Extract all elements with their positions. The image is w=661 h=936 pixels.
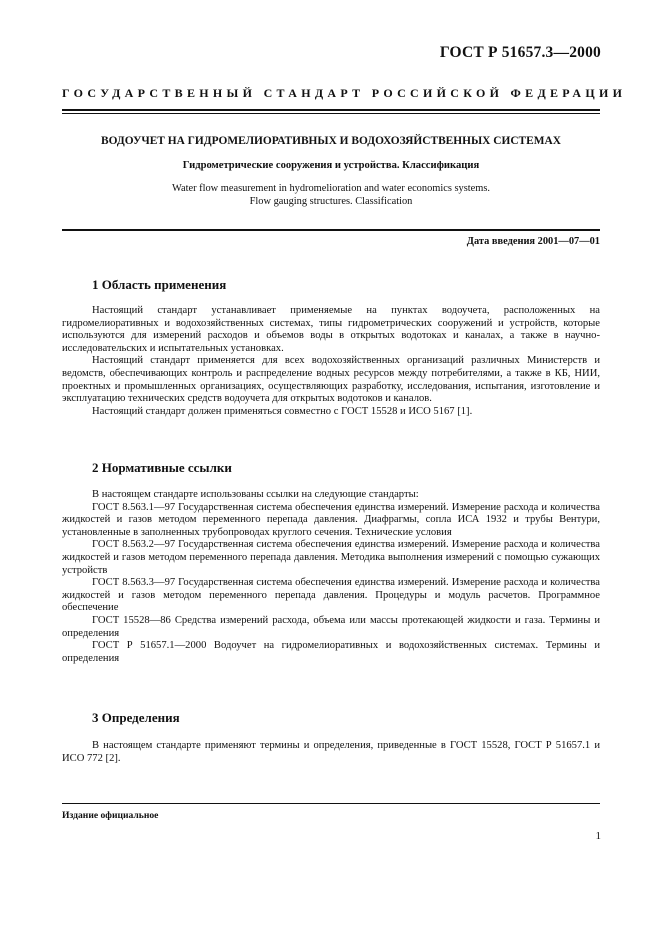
title-rule — [62, 229, 600, 231]
paragraph: Настоящий стандарт должен применяться совместно с ГОСТ 15528 и ИСО 5167 [1]. — [92, 405, 473, 417]
section-heading-definitions: 3 Определения — [92, 710, 180, 725]
paragraph: Настоящий стандарт применяется для всех водохозяйственных организаций различных Министерств и ведомств, обеспечивающих контроль и распределение водных ресурсов между потребителями, а также в КБ, НИИ, проектных и промышленных организациях, осуществляющих разработку, исследования, испытания, изготовление и эксплуатацию технических средств водоучета для открытых водотоков и каналов. — [62, 355, 600, 405]
introduction-date: Дата введения 2001—07—01 — [466, 236, 600, 247]
reference-item: ГОСТ 8.563.2—97 Государственная система обеспечения единства измерений. Измерение расхода и количества жидкостей и газов методом переменного перепада давления. Методика выполнения измерений с помощью сужающих устройств — [62, 539, 600, 576]
reference-item: ГОСТ Р 51657.1—2000 Водоучет на гидромелиоративных и водохозяйственных системах. Термины и определения — [62, 640, 600, 664]
standard-code: ГОСТ Р 51657.3—2000 — [439, 44, 601, 61]
section-body-definitions — [62, 740, 600, 765]
section-body-references — [62, 489, 600, 665]
paragraph: Настоящий стандарт устанавливает применяемые на пунктах водоучета, расположенных на гидромелиоративных и водохозяйственных системах, типы гидрометрических сооружений и устройств, которые используются для измерений расходов и объемов воды в открытых водотоках и каналах, а также в научно-исследовательских и испытательных установках. — [62, 305, 600, 354]
page-number: 1 — [595, 830, 601, 842]
reference-item: ГОСТ 15528—86 Средства измерений расхода, объема или массы протекающей жидкости и газа. Термины и определения — [62, 614, 600, 639]
section-body-scope — [62, 305, 600, 418]
reference-item: ГОСТ 8.563.3—97 Государственная система обеспечения единства измерений. Измерение расхода и количества жидкостей и газов методом переменного перепада давления. Процедуры и модуль расчетов. Программное обеспечение — [62, 577, 600, 614]
english-title-line-2: Flow gauging structures. Classification — [249, 196, 413, 207]
document-subtitle: Гидрометрические сооружения и устройства. Классификация — [182, 160, 480, 171]
reference-item: ГОСТ 8.563.1—97 Государственная система обеспечения единства измерений. Измерение расхода и количества жидкостей и газов методом переменного перепада давления. Диафрагмы, сопла ИСА 1932 и трубы Вентури, установленные в заполненных трубопроводах круглого сечения. Технические условия — [62, 501, 600, 538]
section-heading-references: 2 Нормативные ссылки — [92, 460, 232, 475]
footer-rule — [62, 803, 600, 804]
edition-note: Издание официальное — [62, 810, 159, 821]
header-rule-top — [62, 109, 600, 111]
paragraph: В настоящем стандарте применяют термины и определения, приведенные в ГОСТ 15528, ГОСТ Р 51657.1 и ИСО 772 [2]. — [62, 740, 600, 764]
document-title: ВОДОУЧЕТ НА ГИДРОМЕЛИОРАТИВНЫХ И ВОДОХОЗЯЙСТВЕННЫХ СИСТЕМАХ — [101, 135, 561, 147]
section-heading-scope: 1 Область применения — [92, 277, 227, 292]
english-title — [62, 182, 600, 208]
english-title-line-1: Water flow measurement in hydromelioration and water economics systems. — [171, 183, 490, 194]
header-rule-bottom — [62, 113, 600, 114]
paragraph: В настоящем стандарте использованы ссылки на следующие стандарты: — [92, 489, 419, 500]
state-standard-heading: ГОСУДАРСТВЕННЫЙ СТАНДАРТ РОССИЙСКОЙ ФЕДЕРАЦИИ — [62, 86, 627, 100]
